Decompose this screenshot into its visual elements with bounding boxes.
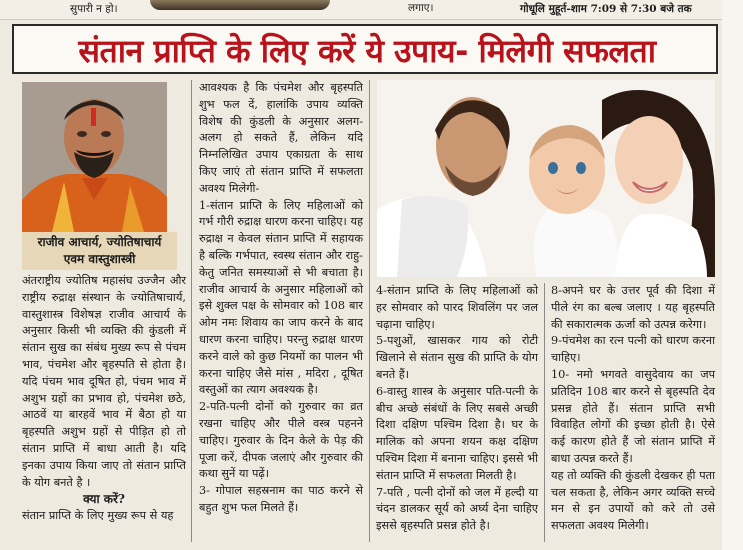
article-column-4 — [551, 283, 715, 535]
column-divider — [369, 80, 370, 542]
family-photo — [377, 80, 715, 277]
col1-subhead: क्या करें? — [83, 492, 125, 507]
col1-paragraph-2: संतान प्राप्ति के लिए मुख्य रूप से यह — [22, 509, 174, 523]
col2-paragraph-2: 1-संतान प्राप्ति के लिए महिलाओं को गर्भ गौरी रुद्राक्ष धारण करना चाहिए। यह रुद्राक्ष न केवल संतान प्राप्ति में सहायक है बल्कि गर्भपात, स्वस्थ संतान और राहु-केतु जनित समस्याओं से भी बचाता है। राजीव आचार्य के अनुसार महिलाओं को इसे शुक्ल पक्ष के सोमवार को 108 बार ओम नमः शिवाय का जाप करने के बाद धारण करना चाहिए। परन्तु रुद्राक्ष धारण करने वाले को कुछ नियमों का पालन भी करना चाहिए जैसे मांस , मदिरा , दूषित वस्तुओं का त्याग अवश्यक है। — [199, 198, 363, 397]
coin-image — [150, 0, 330, 10]
adjacent-page-edge — [722, 0, 743, 550]
col3-paragraph-3: 6-वास्तु शास्त्र के अनुसार पति-पत्नी के बीच अच्छे संबंधों के लिए सबसे अच्छी दिशा दक्षिण पश्चिम दिशा है। घर के मालिक को अपना शयन कक्ष दक्षिण पश्चिम दिशा में बनाना चाहिए। इससे भी संतान प्राप्ति में सफलता मिलती है। — [376, 384, 538, 482]
col4-paragraph-2: 9-पंचमेश का रत्न पत्नी को धारण करना चाहिए। — [551, 334, 715, 365]
article-column-3 — [376, 283, 538, 535]
headline-box — [12, 24, 718, 74]
top-strip-left-text: सुपारी न हो। — [70, 3, 118, 15]
col3-paragraph-1: 4-संतान प्राप्ति के लिए महिलाओं को हर सोमवार को पारद शिवलिंग पर जल चढ़ाना चाहिए। — [376, 284, 538, 331]
col3-paragraph-4: 7-पति , पत्नी दोनों को जल में हल्दी या चंदन डालकर सूर्य को अर्घ्य देना चाहिए इससे बृहस्पति प्रसन्न होते है। — [376, 485, 538, 533]
article-column-2 — [199, 80, 363, 517]
author-caption — [22, 232, 177, 270]
family-image — [377, 80, 715, 277]
article-column-1 — [22, 273, 186, 525]
top-strip — [0, 0, 743, 20]
top-strip-mid-text: लगाए। — [408, 2, 434, 14]
col2-paragraph-3: 2-पति-पत्नी दोनों को गुरुवार का व्रत रखना चाहिए और पीले वस्त्र पहनने चाहिए। गुरुवार के दिन केले के पेड़ की पूजा करें, दीपक जलाएं और गुरुवार की कथा सुनें या पढ़ें। — [199, 400, 363, 481]
col4-paragraph-3: 10- नमो भगवते वासुदेवाय का जप प्रतिदिन 108 बार करने से बृहस्पति देव प्रसन्न होते हैं। संतान प्राप्ति सभी विवाहित लोगों की इच्छा होती है। ऐसे कई कारण होते हैं जो संतान प्राप्ति में बाधा उत्पन्न करते हैं। — [551, 367, 715, 465]
col4-paragraph-4: यह तो व्यक्ति की कुंडली देखकर ही पता चल सकता है, लेकिन अगर व्यक्ति सच्चे मन से इन उपायों को करे तो उसे सफलता अवश्य मिलेगी। — [551, 468, 715, 533]
column-divider — [544, 283, 545, 542]
author-portrait-image — [22, 82, 167, 232]
top-strip-right-text: गोधूलि मुहूर्त-शाम 7:09 से 7:30 बजे तक — [520, 3, 692, 15]
col1-paragraph-1: अंतराष्ट्रीय ज्योतिष महासंघ उज्जैन और राष्ट्रीय रुद्राक्ष संस्थान के ज्योतिषाचार्य, वास्तुशास्त्र विशेषज्ञ राजीव आचार्य के अनुसार किसी भी व्यक्ति की कुंडली में संतान सुख का संबंध मुख्य रूप से पंचम भाव, पंचमेश और बृहस्पति से होता है। यदि पंचम भाव दूषित हो, पंचम भाव में अशुभ ग्रहों का प्रभाव हो, पंचमेश छठे, आठवें या बारहवें भाव में बैठा हो या बृहस्पति अशुभ ग्रहों से पीड़ित हो तो संतान प्राप्ति में बाधा आती है। यदि इनका उपाय किया जाए तो संतान प्राप्ति के योग बनते है । — [22, 274, 186, 489]
author-caption-line1: राजीव आचार्य, ज्योतिषाचार्य — [37, 235, 162, 249]
col2-paragraph-4: 3- गोपाल सहस्रनाम का पाठ करने से बहुत शुभ फल मिलते हैं। — [199, 484, 363, 514]
column-divider — [191, 80, 192, 542]
article-headline: संतान प्राप्ति के लिए करें ये उपाय- मिलेगी सफलता — [78, 32, 656, 70]
col3-paragraph-2: 5-पशुओं, खासकर गाय को रोटी खिलाने से संतान सुख की प्राप्ति के योग बनते हैं। — [376, 334, 538, 381]
col4-paragraph-1: 8-अपने घर के उत्तर पूर्व की दिशा में पीले रंग का बल्ब जलाए । यह बृहस्पति की सकारात्मक ऊर्जा को उत्पन्न करेगा। — [551, 284, 715, 331]
author-caption-line2: एवम वास्तुशास्त्री — [63, 252, 136, 266]
author-photo — [22, 82, 167, 232]
col2-paragraph-1: आवश्यक है कि पंचमेश और बृहस्पति शुभ फल दें, हालांकि उपाय व्यक्ति विशेष की कुंडली के अनुसार अलग-अलग हो सकते हैं, लेकिन यदि निम्नलिखित उपाय एकाग्रता के साथ किए जाएं तो संतान प्राप्ति में सफलता अवश्य मिलेगी- — [199, 81, 363, 195]
